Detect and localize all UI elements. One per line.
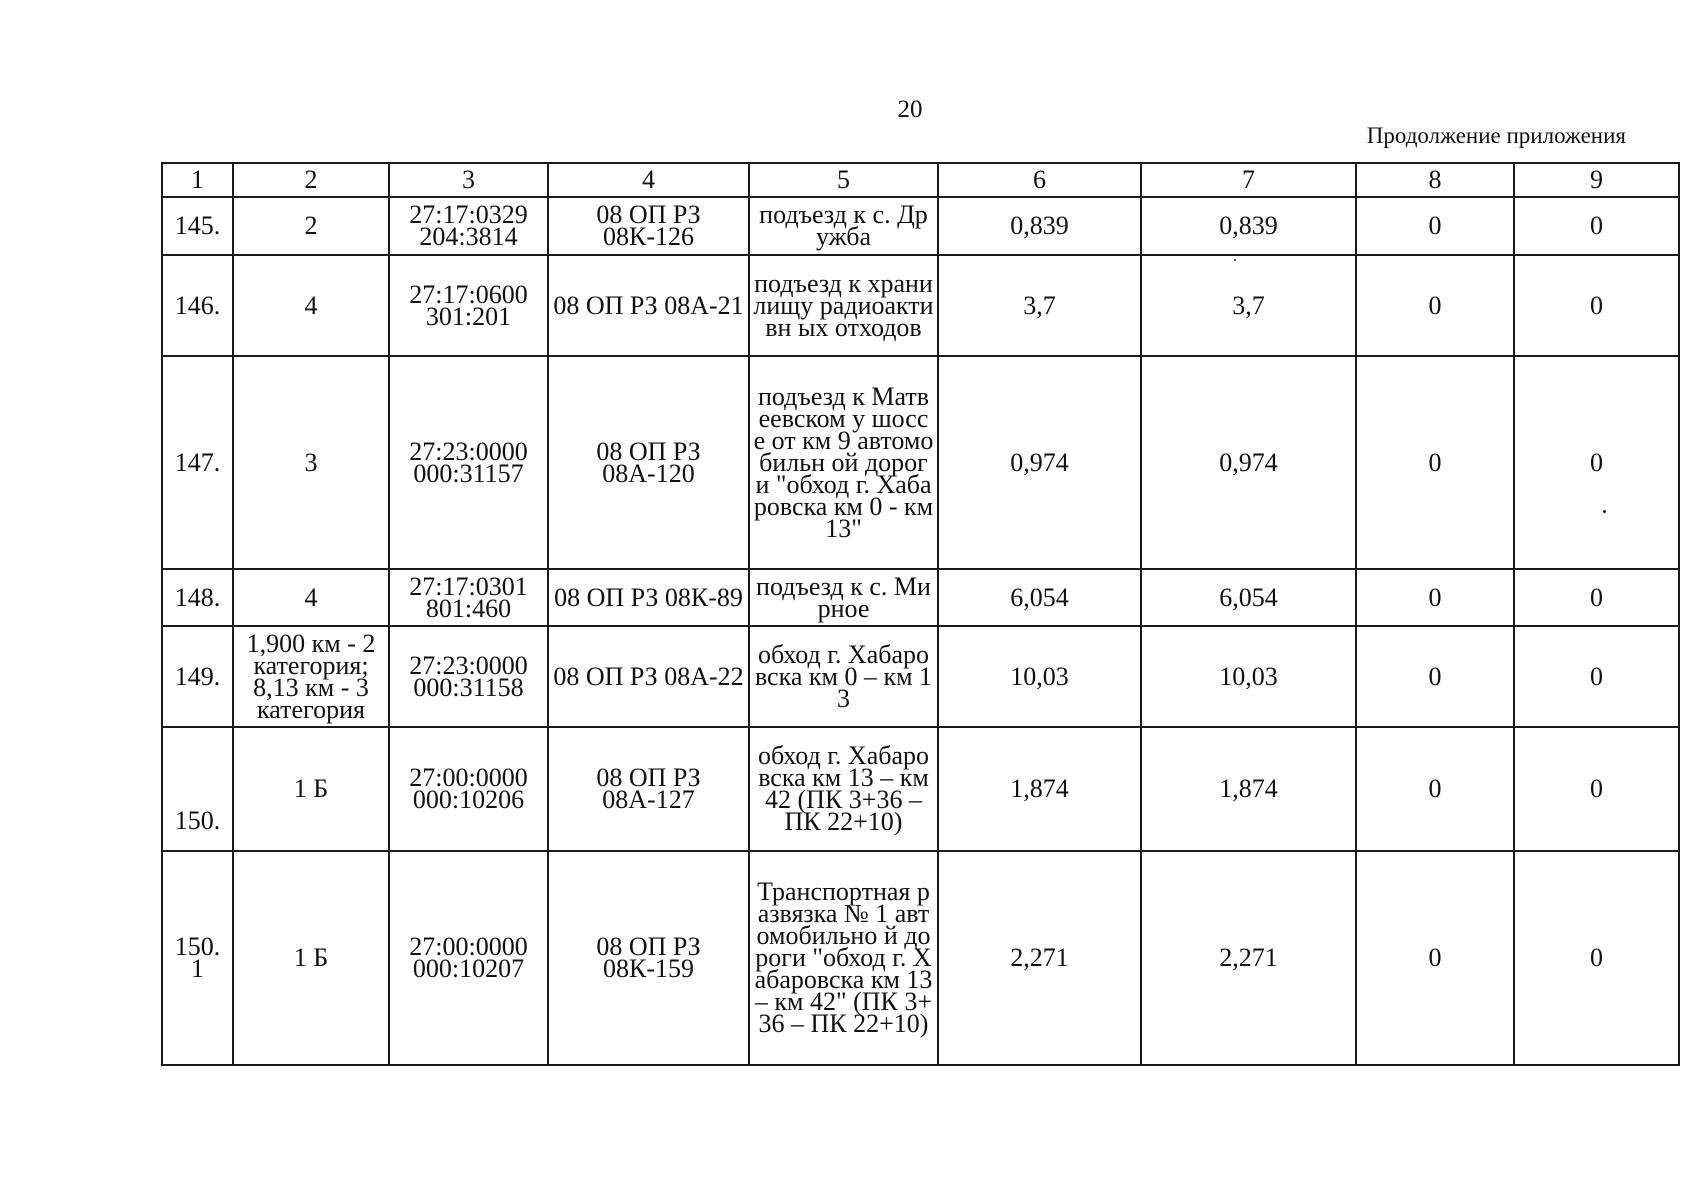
header-col-3: 3 <box>389 163 548 197</box>
road-registry-table <box>161 162 1680 1066</box>
value-col8: 0 <box>1356 356 1514 569</box>
value-col8: 0 <box>1356 851 1514 1065</box>
road-category: 4 <box>233 255 389 356</box>
cadastral-number: 27:00:0000 000:10207 <box>389 851 548 1065</box>
length-total: 3,7 <box>938 255 1141 356</box>
row-number: 148. <box>162 569 233 626</box>
length-col7: 0,839 <box>1141 197 1356 255</box>
header-row <box>162 163 1679 197</box>
road-name: подъезд к с. Мирное <box>749 569 938 626</box>
road-name: обход г. Хабаровска км 13 – км 42 (ПК 3+36 – ПК 22+10) <box>749 727 938 851</box>
road-id: 08 ОП РЗ 08К-89 <box>548 569 749 626</box>
length-col7: 3,7 <box>1141 255 1356 356</box>
header-col-2: 2 <box>233 163 389 197</box>
table-row <box>162 569 1679 626</box>
row-number: 147. <box>162 356 233 569</box>
road-category: 1 Б <box>233 727 389 851</box>
header-col-9: 9 <box>1514 163 1679 197</box>
road-id: 08 ОП РЗ 08А-120 <box>548 356 749 569</box>
road-category: 2 <box>233 197 389 255</box>
road-id: 08 ОП РЗ 08А-21 <box>548 255 749 356</box>
row-number: 150. 1 <box>162 851 233 1065</box>
length-col7: 2,271 <box>1141 851 1356 1065</box>
road-name: подъезд к Матвеевском у шоссе от км 9 автомобильн ой дороги "обход г. Хабаровска км 0 - км 13" <box>749 356 938 569</box>
length-total: 0,974 <box>938 356 1141 569</box>
cadastral-number: 27:17:0329 204:3814 <box>389 197 548 255</box>
value-col9: 0 <box>1514 569 1679 626</box>
scan-speck <box>1234 259 1236 261</box>
value-col8: 0 <box>1356 569 1514 626</box>
road-name: подъезд к хранилищу радиоактивн ых отходов <box>749 255 938 356</box>
table-row <box>162 356 1679 569</box>
cadastral-number: 27:17:0600 301:201 <box>389 255 548 356</box>
cadastral-number: 27:23:0000 000:31158 <box>389 626 548 727</box>
road-id: 08 ОП РЗ 08К-126 <box>548 197 749 255</box>
road-category: 4 <box>233 569 389 626</box>
length-total: 0,839 <box>938 197 1141 255</box>
road-category: 3 <box>233 356 389 569</box>
header-col-4: 4 <box>548 163 749 197</box>
cadastral-number: 27:00:0000 000:10206 <box>389 727 548 851</box>
header-col-1: 1 <box>162 163 233 197</box>
header-col-6: 6 <box>938 163 1141 197</box>
header-col-7: 7 <box>1141 163 1356 197</box>
length-total: 6,054 <box>938 569 1141 626</box>
cadastral-number: 27:23:0000 000:31157 <box>389 356 548 569</box>
value-col8: 0 <box>1356 197 1514 255</box>
table-row <box>162 197 1679 255</box>
length-total: 2,271 <box>938 851 1141 1065</box>
row-number: 149. <box>162 626 233 727</box>
road-id: 08 ОП РЗ 08К-159 <box>548 851 749 1065</box>
continuation-label: Продолжение приложения <box>1366 123 1626 148</box>
value-col8: 0 <box>1356 626 1514 727</box>
length-col7: 10,03 <box>1141 626 1356 727</box>
page-number: 20 <box>897 96 923 123</box>
length-col7: 6,054 <box>1141 569 1356 626</box>
table-row <box>162 255 1679 356</box>
value-col9: 0 <box>1514 356 1679 569</box>
header-col-5: 5 <box>749 163 938 197</box>
road-id: 08 ОП РЗ 08А-22 <box>548 626 749 727</box>
table-row <box>162 727 1679 851</box>
value-col9: 0 <box>1514 851 1679 1065</box>
value-col8: 0 <box>1356 727 1514 851</box>
road-name: Транспортная развязка № 1 автомобильно й дороги "обход г. Хабаровска км 13 – км 42" (ПК 3+36 – ПК 22+10) <box>749 851 938 1065</box>
row-number: 145. <box>162 197 233 255</box>
header-col-8: 8 <box>1356 163 1514 197</box>
road-name: подъезд к с. Дружба <box>749 197 938 255</box>
road-id: 08 ОП РЗ 08А-127 <box>548 727 749 851</box>
length-col7: 0,974 <box>1141 356 1356 569</box>
scan-speck <box>1603 510 1606 513</box>
row-number: 150. <box>162 727 233 851</box>
cadastral-number: 27:17:0301 801:460 <box>389 569 548 626</box>
value-col9: 0 <box>1514 727 1679 851</box>
row-number: 146. <box>162 255 233 356</box>
table-row <box>162 626 1679 727</box>
road-name: обход г. Хабаровска км 0 – км 13 <box>749 626 938 727</box>
length-total: 10,03 <box>938 626 1141 727</box>
table-row <box>162 851 1679 1065</box>
length-total: 1,874 <box>938 727 1141 851</box>
road-category: 1 Б <box>233 851 389 1065</box>
value-col9: 0 <box>1514 197 1679 255</box>
value-col8: 0 <box>1356 255 1514 356</box>
length-col7: 1,874 <box>1141 727 1356 851</box>
value-col9: 0 <box>1514 626 1679 727</box>
value-col9: 0 <box>1514 255 1679 356</box>
road-category: 1,900 км - 2 категория; 8,13 км - 3 категория <box>233 626 389 727</box>
